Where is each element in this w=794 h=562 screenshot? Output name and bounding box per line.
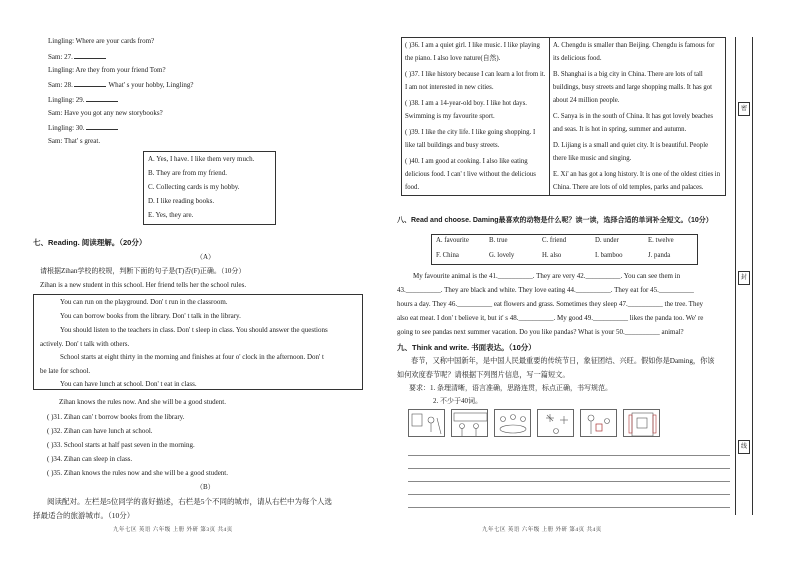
city-option: A. Chengdu is smaller than Beijing. Chengdu is famous for its delicious food. bbox=[553, 42, 715, 62]
word-option: G. lovely bbox=[489, 251, 515, 259]
match-item[interactable]: ( )37. I like history because I can learn a lot from it. I am not interested in new cities. bbox=[405, 71, 546, 91]
dialogue-line: Sam: 28. What' s your hobby, Lingling? bbox=[48, 81, 194, 89]
writing-prompt: 如何欢度春节呢？请根据下列图片信息，写一篇短文。 bbox=[397, 371, 570, 379]
cloze-line[interactable]: My favourite animal is the 41.__________. They are very 42.__________. You can see them in bbox=[413, 272, 681, 280]
writing-line[interactable] bbox=[408, 494, 730, 495]
word-option: H. also bbox=[542, 251, 562, 259]
seal-tab: 封 bbox=[738, 271, 750, 285]
dialogue-line: Lingling: 30. bbox=[48, 123, 119, 133]
rule: You can borrow books from the library. Don' t talk in the library. bbox=[60, 312, 241, 320]
seal-tab: 线 bbox=[738, 440, 750, 454]
family-dinner-picture bbox=[494, 409, 531, 437]
match-item[interactable]: ( )40. I am good at cooking. I also like eating delicious food. I can' t live without the delicious food. bbox=[405, 158, 536, 191]
buying-things-picture bbox=[451, 409, 488, 437]
rules-box bbox=[33, 294, 363, 390]
tf-statement[interactable]: ( )33. School starts at half past seven in the morning. bbox=[47, 441, 195, 449]
word-option: C. friend bbox=[542, 237, 567, 244]
option: C. Collecting cards is my hobby. bbox=[148, 183, 240, 191]
writing-prompt: 春节，又称中国新年，是中国人民最重要的传统节日，象征团结、兴旺。假如你是Daming，你该 bbox=[411, 357, 715, 365]
answer-blank[interactable] bbox=[74, 52, 106, 59]
writing-line[interactable] bbox=[408, 507, 730, 508]
page-footer: 九年七区 英语 六年级 上册 外研 第3页 共4页 bbox=[113, 526, 233, 533]
options-box bbox=[143, 151, 276, 225]
part-b-instruction: 阅读配对。左栏是5位同学的喜好描述，右栏是5个不同的城市，请从右栏中为每个人选 bbox=[47, 497, 332, 506]
cloze-line[interactable]: going to see pandas next summer vacation. Do you like pandas? What is your 50.__________ animal? bbox=[397, 328, 684, 336]
match-item[interactable]: ( )38. I am a 14-year-old boy. I like hot days. Swimming is my favourite sport. bbox=[405, 100, 527, 120]
option: D. I like reading books. bbox=[148, 197, 215, 205]
city-option: B. Shanghai is a big city in China. There are lots of tall buildings, busy streets and large shopping malls. It has got about 24 million people. bbox=[553, 71, 713, 104]
picture-strip bbox=[408, 409, 660, 437]
rule: You should listen to the teachers in class. Don' t sleep in class. You should answer the questions bbox=[60, 326, 328, 334]
dialogue-line: Lingling: 29. bbox=[48, 95, 119, 105]
rule: You can run on the playground. Don' t run in the classroom. bbox=[60, 298, 228, 306]
section-8-title: 八、Read and choose. Daming最喜欢的动物是什么呢？读一读，选择合适的单词补全短文。（10分） bbox=[397, 217, 713, 224]
dialogue-line: Sam: Have you got any new storybooks? bbox=[48, 109, 163, 117]
answer-blank[interactable] bbox=[86, 95, 118, 102]
fireworks-picture bbox=[537, 409, 574, 437]
writing-line[interactable] bbox=[408, 455, 730, 456]
answer-blank[interactable] bbox=[86, 123, 118, 130]
part-b-instruction: 择最适合的旅游城市。（10分） bbox=[33, 511, 135, 520]
option: E. Yes, they are. bbox=[148, 211, 194, 219]
rule: School starts at eight thirty in the morning and finishes at four o' clock in the afternoon. Don' t bbox=[60, 353, 324, 361]
instruction: 请根据Zihan学校的校规，判断下面的句子是(T)否(F)正确。（10分） bbox=[40, 267, 246, 275]
dialogue-line: Lingling: Where are your cards from? bbox=[48, 37, 155, 45]
city-option: E. Xi' an has got a long history. It is one of the oldest cities in China. There are lots of old temples, parks and palaces. bbox=[553, 171, 721, 191]
match-item[interactable]: ( )39. I like the city life. I like going shopping. I like tall buildings and busy streets. bbox=[405, 129, 536, 149]
match-left-column bbox=[402, 38, 550, 196]
writing-line[interactable] bbox=[408, 468, 730, 469]
word-option: D. under bbox=[595, 237, 619, 244]
part-b-label: （B） bbox=[196, 483, 215, 491]
tf-statement[interactable]: ( )35. Zihan knows the rules now and she will be a good student. bbox=[47, 469, 228, 477]
tf-statement[interactable]: ( )31. Zihan can' t borrow books from the library. bbox=[47, 413, 185, 421]
match-right-column bbox=[550, 38, 726, 196]
cloze-line[interactable]: hours a day. They 46.__________ eat flowers and grass. Sometimes they sleep 47.__________ the tree. They bbox=[397, 300, 704, 308]
giving-money-picture bbox=[580, 409, 617, 437]
rule: You can have lunch at school. Don' t eat in class. bbox=[60, 380, 197, 388]
section-7-title: 七、Reading. 阅读理解。（20分） bbox=[33, 238, 147, 247]
rule: actively. Don' t talk with others. bbox=[40, 340, 130, 348]
requirement: 2. 不少于40词。 bbox=[433, 397, 482, 405]
match-item[interactable]: ( )36. I am a quiet girl. I like music. I like playing the piano. I also love nature(自然). bbox=[405, 42, 540, 62]
answer-blank[interactable] bbox=[74, 80, 106, 87]
after-text: Zihan knows the rules now. And she will be a good student. bbox=[59, 398, 226, 406]
requirement: 要求：1. 条理清晰，语言准确，思路连贯，标点正确，书写规范。 bbox=[409, 384, 612, 392]
word-bank bbox=[431, 234, 698, 265]
cloze-line[interactable]: 43.__________. They are black and white. They love eating 44.__________. They eat for 45.__________ bbox=[397, 286, 694, 294]
intro-text: Zihan is a new student in this school. Her friend tells her the school rules. bbox=[40, 281, 247, 289]
dialogue-line: Lingling: Are they from your friend Tom? bbox=[48, 66, 166, 74]
part-a-label: （A） bbox=[196, 253, 216, 261]
page-footer: 九年七区 英语 六年级 上册 外研 第4页 共4页 bbox=[482, 526, 602, 533]
word-option: E. twelve bbox=[648, 237, 674, 244]
dialogue-line: Sam: That' s great. bbox=[48, 137, 101, 145]
seal-tab: 密 bbox=[738, 102, 750, 116]
word-option: J. panda bbox=[648, 251, 671, 259]
word-option: B. true bbox=[489, 237, 508, 244]
cloze-line[interactable]: also eat meat. I don' t believe it, but it' s 48.__________. My good 49.__________ likes the panda too. We' re bbox=[397, 314, 704, 322]
cleaning-house-picture bbox=[408, 409, 445, 437]
option: A. Yes, I have. I like them very much. bbox=[148, 155, 255, 163]
spring-couplets-picture bbox=[623, 409, 660, 437]
tf-statement[interactable]: ( )32. Zihan can have lunch at school. bbox=[47, 427, 153, 435]
writing-line[interactable] bbox=[408, 481, 730, 482]
city-option: D. Lijiang is a small and quiet city. It is beautiful. People there like music and singing. bbox=[553, 142, 709, 162]
rule: be late for school. bbox=[40, 367, 91, 375]
tf-statement[interactable]: ( )34. Zihan can sleep in class. bbox=[47, 455, 133, 463]
word-option: I. bamboo bbox=[595, 251, 623, 259]
section-9-title: 九、Think and write. 书面表达。（10分） bbox=[397, 343, 536, 352]
option: B. They are from my friend. bbox=[148, 169, 227, 177]
word-option: F. China bbox=[436, 251, 459, 259]
word-option: A. favourite bbox=[436, 237, 469, 244]
matching-table bbox=[401, 37, 726, 196]
dialogue-line: Sam: 27. bbox=[48, 52, 107, 62]
city-option: C. Sanya is in the south of China. It has got lovely beaches and seas. It is hot in spring, summer and autumn. bbox=[553, 113, 714, 133]
